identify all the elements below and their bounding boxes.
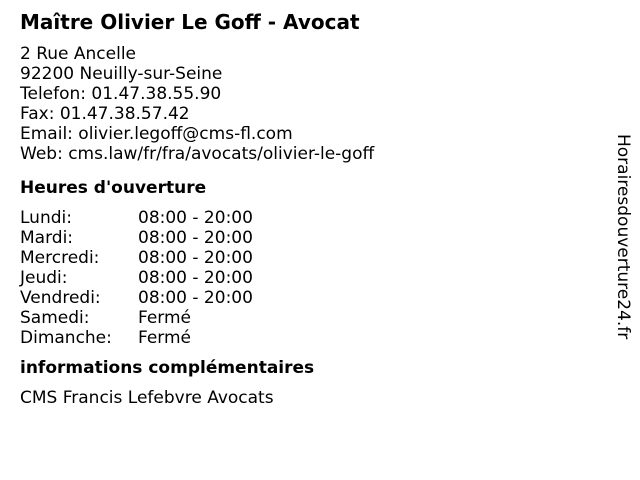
hours-time: 08:00 - 20:00	[138, 268, 253, 288]
email-address: Email: olivier.legoff@cms-fl.com	[20, 124, 293, 144]
hours-heading: Heures d'ouverture	[20, 178, 207, 198]
hours-day: Mercredi:	[20, 248, 100, 268]
hours-day: Mardi:	[20, 228, 74, 248]
hours-time: Fermé	[138, 328, 192, 348]
site-watermark: Horairesdouverture24.fr	[613, 134, 633, 340]
business-card	[20, 10, 600, 408]
hours-day: Dimanche:	[20, 328, 112, 348]
address-line-1: 2 Rue Ancelle	[20, 44, 137, 64]
extra-info-text: CMS Francis Lefebvre Avocats	[20, 388, 274, 408]
hours-day: Vendredi:	[20, 288, 101, 308]
hours-time: 08:00 - 20:00	[138, 228, 253, 248]
hours-row-saturday	[20, 308, 600, 328]
hours-row-monday	[20, 208, 600, 228]
hours-time: 08:00 - 20:00	[138, 288, 253, 308]
phone-number: Telefon: 01.47.38.55.90	[20, 84, 222, 104]
hours-row-tuesday	[20, 228, 600, 248]
hours-row-wednesday	[20, 248, 600, 268]
hours-day: Samedi:	[20, 308, 90, 328]
business-title: Maître Olivier Le Goff - Avocat	[20, 10, 360, 34]
hours-time: Fermé	[138, 308, 192, 328]
address-line-2: 92200 Neuilly-sur-Seine	[20, 64, 223, 84]
hours-row-thursday	[20, 268, 600, 288]
hours-day: Lundi:	[20, 208, 72, 228]
hours-row-sunday	[20, 328, 600, 348]
hours-time: 08:00 - 20:00	[138, 208, 253, 228]
hours-row-friday	[20, 288, 600, 308]
website-address: Web: cms.law/fr/fra/avocats/olivier-le-goff	[20, 144, 375, 164]
fax-number: Fax: 01.47.38.57.42	[20, 104, 190, 124]
hours-day: Jeudi:	[20, 268, 68, 288]
hours-time: 08:00 - 20:00	[138, 248, 253, 268]
extra-info-heading: informations complémentaires	[20, 358, 315, 378]
